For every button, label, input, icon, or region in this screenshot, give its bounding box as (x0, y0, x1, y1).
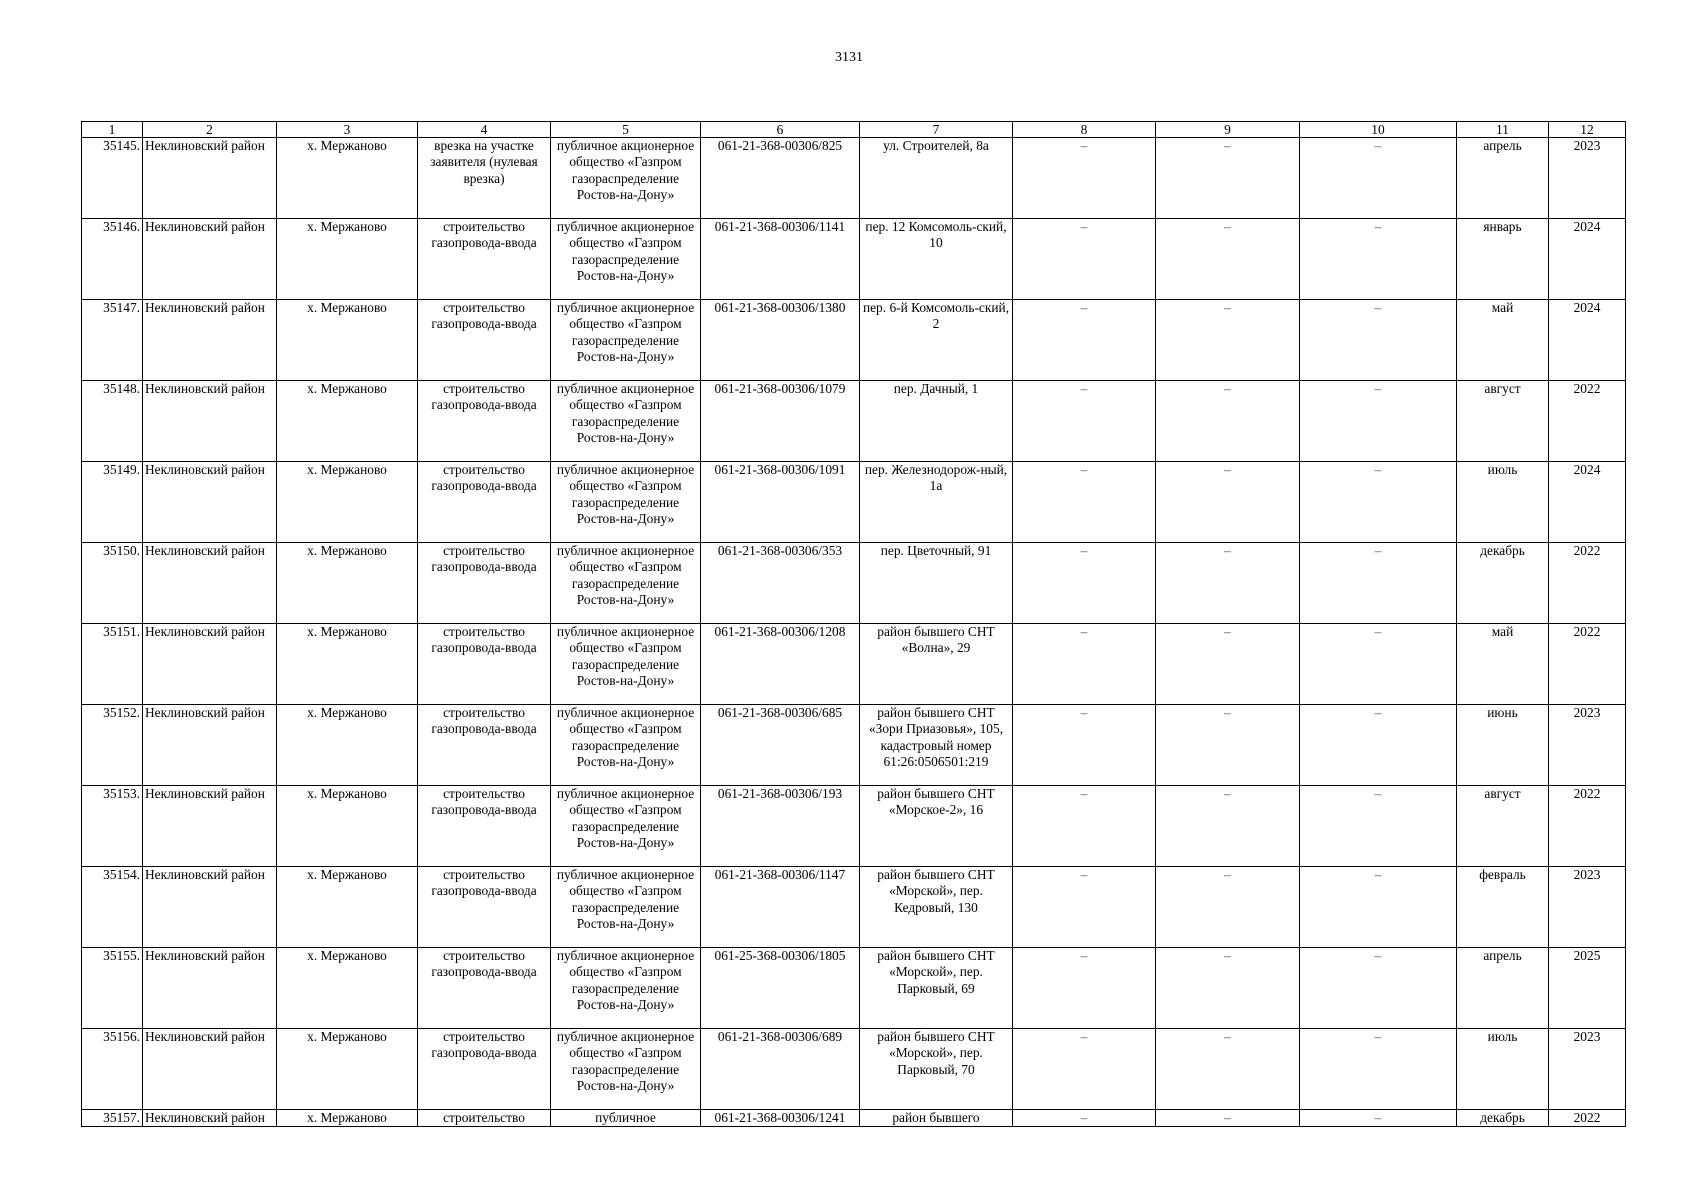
column-9-cell: – (1156, 1029, 1300, 1110)
month-cell: февраль (1457, 867, 1549, 948)
locality-cell: х. Мержаново (277, 138, 418, 219)
page-number: 3131 (835, 50, 863, 65)
organization-cell: публичное акционерное общество «Газпром газораспределение Ростов-на-Дону» (551, 381, 701, 462)
column-header: 10 (1300, 122, 1457, 138)
organization-cell: публичное акционерное общество «Газпром газораспределение Ростов-на-Дону» (551, 462, 701, 543)
row-number-cell: 35147. (82, 300, 143, 381)
permit-code-cell: 061-21-368-00306/1380 (701, 300, 860, 381)
month-cell: август (1457, 381, 1549, 462)
row-number-cell: 35151. (82, 624, 143, 705)
gas-connection-table (81, 121, 1626, 1127)
locality-cell: х. Мержаново (277, 867, 418, 948)
district-cell: Неклиновский район (143, 786, 277, 867)
column-10-cell: – (1300, 948, 1457, 1029)
month-cell: июль (1457, 1029, 1549, 1110)
organization-cell: публичное (551, 1110, 701, 1127)
table-row (82, 381, 1626, 462)
locality-cell: х. Мержаново (277, 705, 418, 786)
month-cell: май (1457, 624, 1549, 705)
table-row (82, 705, 1626, 786)
table-row (82, 786, 1626, 867)
column-9-cell: – (1156, 1110, 1300, 1127)
column-10-cell: – (1300, 867, 1457, 948)
address-cell: район бывшего СНТ «Морской», пер. Кедровый, 130 (860, 867, 1013, 948)
work-type-cell: строительство газопровода-ввода (418, 300, 551, 381)
row-number-cell: 35150. (82, 543, 143, 624)
column-10-cell: – (1300, 624, 1457, 705)
column-9-cell: – (1156, 948, 1300, 1029)
address-cell: район бывшего СНТ «Морское-2», 16 (860, 786, 1013, 867)
locality-cell: х. Мержаново (277, 300, 418, 381)
column-8-cell: – (1013, 705, 1156, 786)
district-cell: Неклиновский район (143, 138, 277, 219)
row-number-cell: 35156. (82, 1029, 143, 1110)
permit-code-cell: 061-21-368-00306/685 (701, 705, 860, 786)
district-cell: Неклиновский район (143, 381, 277, 462)
column-header: 3 (277, 122, 418, 138)
year-cell: 2022 (1549, 1110, 1626, 1127)
district-cell: Неклиновский район (143, 219, 277, 300)
work-type-cell: строительство газопровода-ввода (418, 462, 551, 543)
year-cell: 2024 (1549, 300, 1626, 381)
column-9-cell: – (1156, 138, 1300, 219)
work-type-cell: врезка на участке заявителя (нулевая врезка) (418, 138, 551, 219)
locality-cell: х. Мержаново (277, 462, 418, 543)
month-cell: декабрь (1457, 543, 1549, 624)
table-row (82, 1029, 1626, 1110)
column-9-cell: – (1156, 786, 1300, 867)
column-10-cell: – (1300, 1029, 1457, 1110)
row-number-cell: 35157. (82, 1110, 143, 1127)
column-9-cell: – (1156, 867, 1300, 948)
organization-cell: публичное акционерное общество «Газпром газораспределение Ростов-на-Дону» (551, 705, 701, 786)
column-10-cell: – (1300, 1110, 1457, 1127)
month-cell: август (1457, 786, 1549, 867)
column-9-cell: – (1156, 705, 1300, 786)
permit-code-cell: 061-21-368-00306/825 (701, 138, 860, 219)
column-header: 2 (143, 122, 277, 138)
column-8-cell: – (1013, 624, 1156, 705)
permit-code-cell: 061-21-368-00306/193 (701, 786, 860, 867)
address-cell: пер. Железнодорож-ный, 1а (860, 462, 1013, 543)
column-header: 4 (418, 122, 551, 138)
address-cell: пер. 6-й Комсомоль-ский, 2 (860, 300, 1013, 381)
address-cell: пер. 12 Комсомоль-ский, 10 (860, 219, 1013, 300)
permit-code-cell: 061-25-368-00306/1805 (701, 948, 860, 1029)
address-cell: район бывшего (860, 1110, 1013, 1127)
locality-cell: х. Мержаново (277, 219, 418, 300)
column-9-cell: – (1156, 300, 1300, 381)
work-type-cell: строительство газопровода-ввода (418, 543, 551, 624)
table-row (82, 462, 1626, 543)
permit-code-cell: 061-21-368-00306/1241 (701, 1110, 860, 1127)
month-cell: апрель (1457, 948, 1549, 1029)
district-cell: Неклиновский район (143, 705, 277, 786)
organization-cell: публичное акционерное общество «Газпром газораспределение Ростов-на-Дону» (551, 624, 701, 705)
district-cell: Неклиновский район (143, 543, 277, 624)
column-10-cell: – (1300, 300, 1457, 381)
address-cell: район бывшего СНТ «Морской», пер. Парковый, 70 (860, 1029, 1013, 1110)
year-cell: 2024 (1549, 219, 1626, 300)
month-cell: июнь (1457, 705, 1549, 786)
row-number-cell: 35154. (82, 867, 143, 948)
month-cell: декабрь (1457, 1110, 1549, 1127)
month-cell: май (1457, 300, 1549, 381)
column-8-cell: – (1013, 138, 1156, 219)
address-cell: район бывшего СНТ «Зори Приазовья», 105, кадастровый номер 61:26:0506501:219 (860, 705, 1013, 786)
column-9-cell: – (1156, 381, 1300, 462)
year-cell: 2022 (1549, 381, 1626, 462)
column-8-cell: – (1013, 1029, 1156, 1110)
work-type-cell: строительство газопровода-ввода (418, 948, 551, 1029)
organization-cell: публичное акционерное общество «Газпром газораспределение Ростов-на-Дону» (551, 138, 701, 219)
district-cell: Неклиновский район (143, 1110, 277, 1127)
column-8-cell: – (1013, 381, 1156, 462)
row-number-cell: 35149. (82, 462, 143, 543)
column-header: 7 (860, 122, 1013, 138)
table-row (82, 543, 1626, 624)
year-cell: 2022 (1549, 543, 1626, 624)
organization-cell: публичное акционерное общество «Газпром газораспределение Ростов-на-Дону» (551, 300, 701, 381)
month-cell: июль (1457, 462, 1549, 543)
column-8-cell: – (1013, 462, 1156, 543)
column-10-cell: – (1300, 786, 1457, 867)
table-body (82, 138, 1626, 1127)
locality-cell: х. Мержаново (277, 786, 418, 867)
year-cell: 2022 (1549, 624, 1626, 705)
address-cell: район бывшего СНТ «Волна», 29 (860, 624, 1013, 705)
column-header: 1 (82, 122, 143, 138)
organization-cell: публичное акционерное общество «Газпром газораспределение Ростов-на-Дону» (551, 219, 701, 300)
column-8-cell: – (1013, 543, 1156, 624)
table-row (82, 867, 1626, 948)
column-8-cell: – (1013, 786, 1156, 867)
district-cell: Неклиновский район (143, 624, 277, 705)
column-9-cell: – (1156, 624, 1300, 705)
column-header: 6 (701, 122, 860, 138)
work-type-cell: строительство газопровода-ввода (418, 705, 551, 786)
year-cell: 2023 (1549, 1029, 1626, 1110)
permit-code-cell: 061-21-368-00306/1147 (701, 867, 860, 948)
district-cell: Неклиновский район (143, 462, 277, 543)
column-8-cell: – (1013, 300, 1156, 381)
organization-cell: публичное акционерное общество «Газпром газораспределение Ростов-на-Дону» (551, 1029, 701, 1110)
column-9-cell: – (1156, 543, 1300, 624)
year-cell: 2022 (1549, 786, 1626, 867)
year-cell: 2023 (1549, 138, 1626, 219)
row-number-cell: 35145. (82, 138, 143, 219)
work-type-cell: строительство газопровода-ввода (418, 786, 551, 867)
address-cell: пер. Дачный, 1 (860, 381, 1013, 462)
locality-cell: х. Мержаново (277, 1029, 418, 1110)
column-8-cell: – (1013, 1110, 1156, 1127)
column-9-cell: – (1156, 219, 1300, 300)
column-10-cell: – (1300, 381, 1457, 462)
year-cell: 2023 (1549, 867, 1626, 948)
table-row (82, 138, 1626, 219)
organization-cell: публичное акционерное общество «Газпром газораспределение Ростов-на-Дону» (551, 867, 701, 948)
column-number-row (82, 122, 1626, 138)
table-row (82, 219, 1626, 300)
permit-code-cell: 061-21-368-00306/353 (701, 543, 860, 624)
work-type-cell: строительство газопровода-ввода (418, 1029, 551, 1110)
district-cell: Неклиновский район (143, 867, 277, 948)
work-type-cell: строительство (418, 1110, 551, 1127)
month-cell: апрель (1457, 138, 1549, 219)
permit-code-cell: 061-21-368-00306/1079 (701, 381, 860, 462)
column-header: 8 (1013, 122, 1156, 138)
locality-cell: х. Мержаново (277, 381, 418, 462)
district-cell: Неклиновский район (143, 300, 277, 381)
work-type-cell: строительство газопровода-ввода (418, 381, 551, 462)
district-cell: Неклиновский район (143, 948, 277, 1029)
year-cell: 2025 (1549, 948, 1626, 1029)
column-10-cell: – (1300, 543, 1457, 624)
work-type-cell: строительство газопровода-ввода (418, 624, 551, 705)
row-number-cell: 35153. (82, 786, 143, 867)
row-number-cell: 35152. (82, 705, 143, 786)
locality-cell: х. Мержаново (277, 948, 418, 1029)
organization-cell: публичное акционерное общество «Газпром газораспределение Ростов-на-Дону» (551, 786, 701, 867)
table-row (82, 1110, 1626, 1127)
permit-code-cell: 061-21-368-00306/1091 (701, 462, 860, 543)
month-cell: январь (1457, 219, 1549, 300)
permit-code-cell: 061-21-368-00306/689 (701, 1029, 860, 1110)
column-8-cell: – (1013, 867, 1156, 948)
column-header: 11 (1457, 122, 1549, 138)
permit-code-cell: 061-21-368-00306/1208 (701, 624, 860, 705)
work-type-cell: строительство газопровода-ввода (418, 219, 551, 300)
row-number-cell: 35155. (82, 948, 143, 1029)
year-cell: 2024 (1549, 462, 1626, 543)
address-cell: район бывшего СНТ «Морской», пер. Парковый, 69 (860, 948, 1013, 1029)
table-row (82, 300, 1626, 381)
column-header: 9 (1156, 122, 1300, 138)
organization-cell: публичное акционерное общество «Газпром газораспределение Ростов-на-Дону» (551, 543, 701, 624)
column-8-cell: – (1013, 948, 1156, 1029)
year-cell: 2023 (1549, 705, 1626, 786)
locality-cell: х. Мержаново (277, 624, 418, 705)
column-10-cell: – (1300, 219, 1457, 300)
district-cell: Неклиновский район (143, 1029, 277, 1110)
column-header: 5 (551, 122, 701, 138)
locality-cell: х. Мержаново (277, 1110, 418, 1127)
column-10-cell: – (1300, 462, 1457, 543)
column-10-cell: – (1300, 138, 1457, 219)
permit-code-cell: 061-21-368-00306/1141 (701, 219, 860, 300)
column-10-cell: – (1300, 705, 1457, 786)
row-number-cell: 35146. (82, 219, 143, 300)
column-8-cell: – (1013, 219, 1156, 300)
row-number-cell: 35148. (82, 381, 143, 462)
column-header: 12 (1549, 122, 1626, 138)
locality-cell: х. Мержаново (277, 543, 418, 624)
table-row (82, 624, 1626, 705)
organization-cell: публичное акционерное общество «Газпром газораспределение Ростов-на-Дону» (551, 948, 701, 1029)
table-row (82, 948, 1626, 1029)
work-type-cell: строительство газопровода-ввода (418, 867, 551, 948)
column-9-cell: – (1156, 462, 1300, 543)
address-cell: пер. Цветочный, 91 (860, 543, 1013, 624)
address-cell: ул. Строителей, 8а (860, 138, 1013, 219)
